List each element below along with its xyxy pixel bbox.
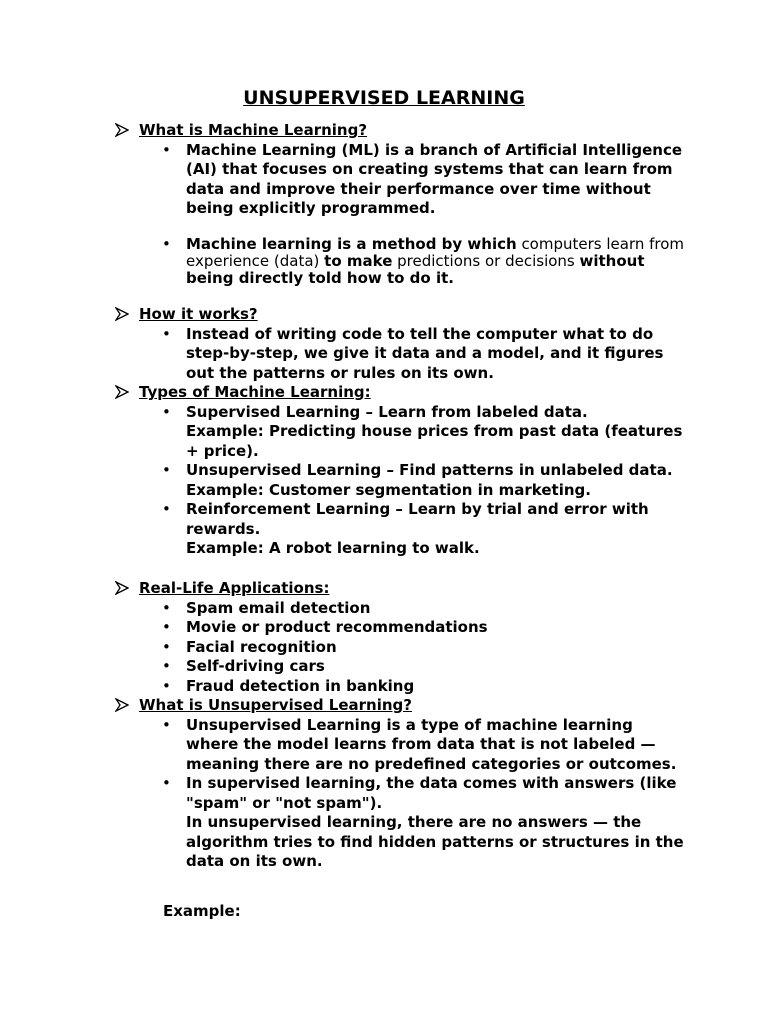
bullet-icon: •: [162, 598, 171, 617]
bullet-list: [115, 599, 685, 697]
bullet-icon: •: [162, 637, 171, 656]
bullet-icon: •: [162, 461, 171, 479]
list-item: • Movie or product recommendations: [162, 618, 488, 636]
bullet-list: [115, 141, 685, 287]
bullet-icon: •: [162, 234, 171, 253]
document-title: UNSUPERVISED LEARNING: [243, 87, 525, 109]
arrowhead-icon: [115, 385, 129, 399]
bullet-icon: •: [162, 402, 171, 421]
section-how-it-works: [115, 305, 685, 383]
section-what-is-unsupervised: [115, 696, 685, 872]
bullet-icon: •: [162, 774, 171, 792]
bullet-list: [115, 716, 685, 872]
list-item: • Unsupervised Learning is a type of machine learning where the model learns from data that is not labeled — meaning there are no predefined categories or outcomes.: [162, 715, 677, 773]
section-heading: Real-Life Applications:: [139, 579, 330, 597]
arrowhead-icon: [115, 123, 129, 137]
section-heading: Types of Machine Learning:: [139, 383, 371, 401]
section-what-is-ml: [115, 121, 685, 287]
section-types-of-ml: [115, 383, 685, 559]
section-heading: What is Machine Learning?: [139, 121, 368, 139]
list-item: • Fraud detection in banking: [162, 676, 415, 695]
list-item: • Machine learning is a method by which computers learn from experience (data) to make predictions or decisions without being directly told how to do it.: [162, 234, 685, 287]
example-label: Example:: [163, 902, 241, 920]
arrowhead-icon: [115, 698, 129, 712]
bullet-icon: •: [162, 715, 171, 734]
list-item: • Facial recognition: [162, 637, 337, 656]
list-item: • In supervised learning, the data comes with answers (like "spam" or "not spam"). In unsupervised learning, there are no answers — the algorithm tries to find hidden patterns or structures in the data on its own.: [162, 774, 684, 870]
list-item: • Spam email detection: [162, 598, 371, 617]
list-item: • Unsupervised Learning – Find patterns in unlabeled data. Example: Customer segmentation in marketing.: [162, 461, 673, 499]
arrowhead-icon: [115, 581, 129, 595]
list-item: • Reinforcement Learning – Learn by trial and error with rewards. Example: A robot learning to walk.: [162, 500, 649, 557]
arrowhead-icon: [115, 307, 129, 321]
bullet-icon: •: [162, 657, 171, 675]
bullet-icon: •: [162, 324, 171, 343]
bullet-list: [115, 325, 685, 384]
list-item: • Instead of writing code to tell the computer what to do step-by-step, we give it data and a model, and it figures out the patterns or rules on its own.: [162, 324, 664, 382]
section-heading: What is Unsupervised Learning?: [139, 696, 412, 714]
list-item: • Self-driving cars: [162, 657, 325, 675]
bullet-list: [115, 403, 685, 559]
section-heading: How it works?: [139, 305, 258, 323]
list-item: • Machine Learning (ML) is a branch of Artificial Intelligence (AI) that focuses on creating systems that can learn from data and improve their performance over time without being explicitly programmed.: [162, 140, 683, 217]
bullet-icon: •: [162, 618, 171, 636]
bullet-icon: •: [162, 140, 171, 159]
list-item: • Supervised Learning – Learn from labeled data. Example: Predicting house prices from past data (features + price).: [162, 402, 683, 460]
section-real-life-applications: [115, 579, 685, 696]
bullet-icon: •: [162, 500, 171, 518]
bullet-icon: •: [162, 676, 171, 695]
